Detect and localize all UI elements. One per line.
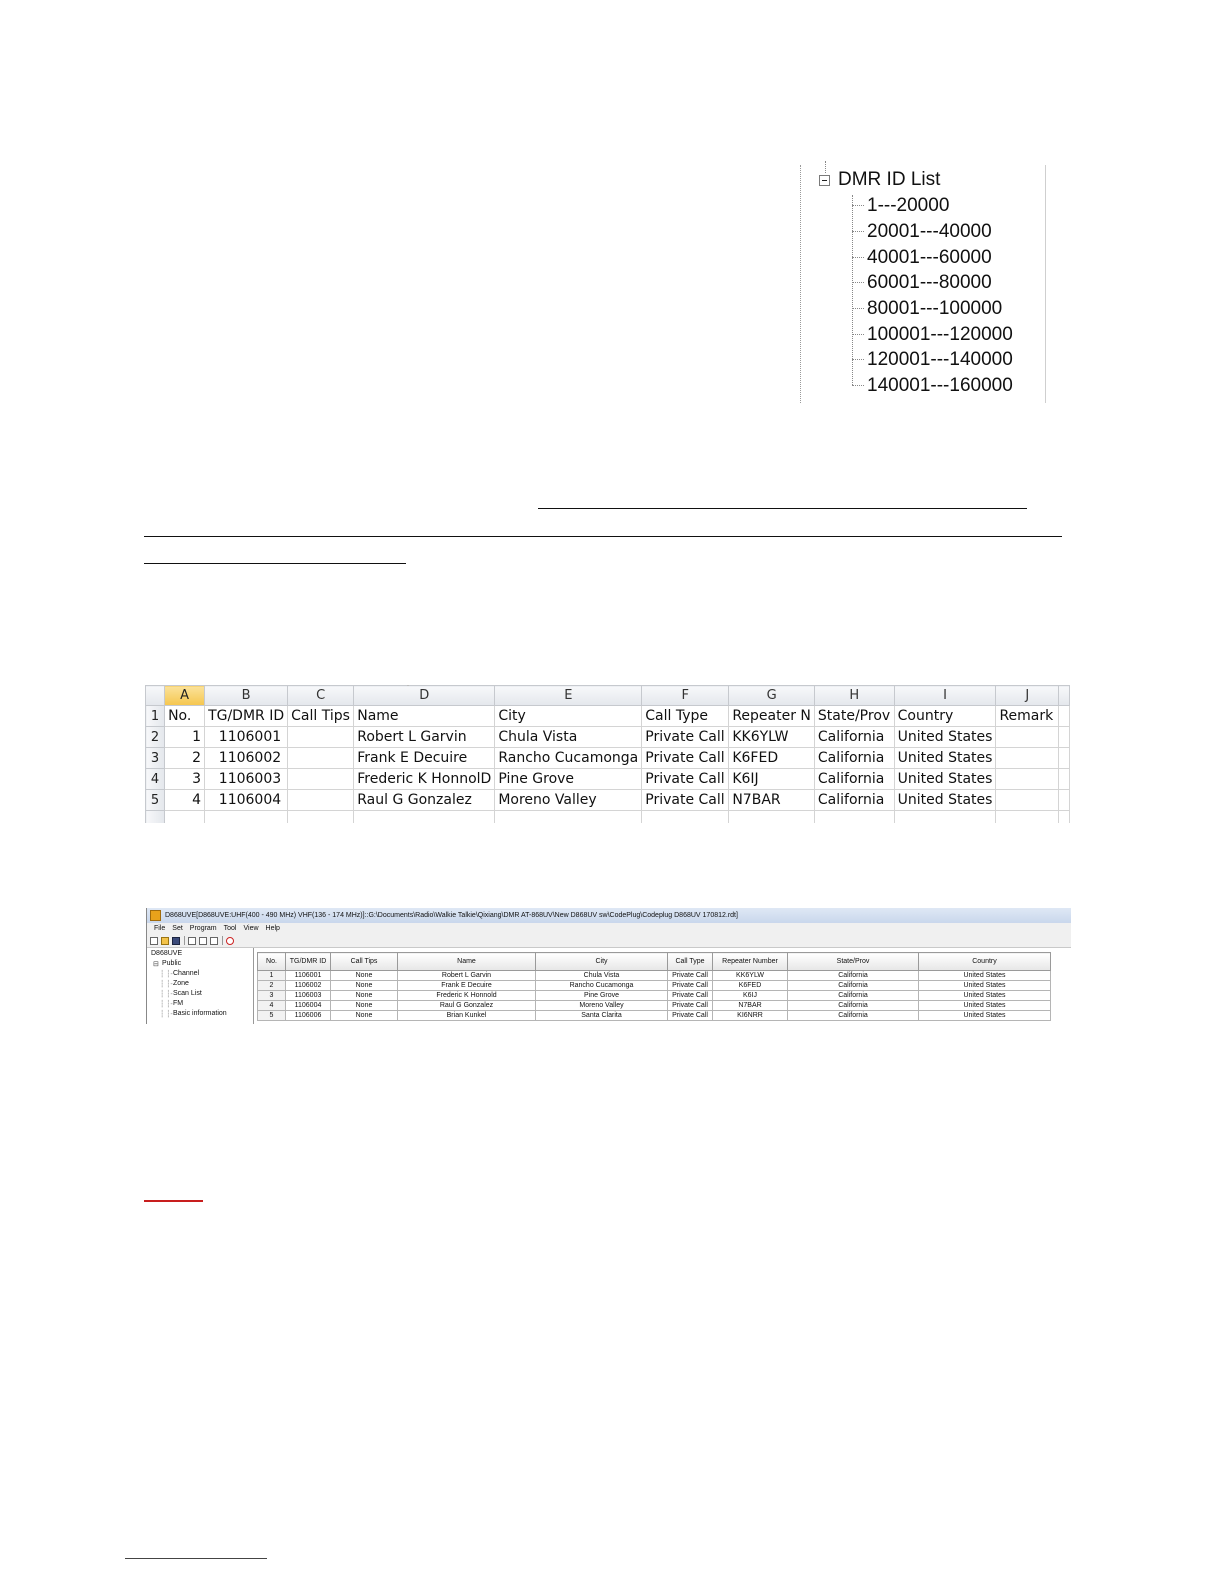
- column-header[interactable]: Call Type: [668, 953, 713, 971]
- cell[interactable]: Private Call: [642, 790, 729, 811]
- tree-node-channel[interactable]: Channel: [173, 970, 200, 977]
- column-header[interactable]: State/Prov: [788, 953, 919, 971]
- cell[interactable]: 1106001: [205, 727, 288, 748]
- menu-program[interactable]: Program: [189, 925, 217, 932]
- cell[interactable]: [288, 790, 354, 811]
- column-header[interactable]: J: [996, 686, 1059, 706]
- menu-help[interactable]: Help: [265, 925, 280, 932]
- column-header-row: [146, 686, 1070, 706]
- cps-grid-pane: [254, 948, 1071, 1024]
- cell[interactable]: K6IJ: [729, 769, 815, 790]
- column-header[interactable]: C: [288, 686, 354, 706]
- red-underline: [144, 1200, 203, 1202]
- column-header[interactable]: City: [536, 953, 668, 971]
- export-icon[interactable]: [210, 937, 218, 945]
- tree-root[interactable]: [819, 169, 940, 191]
- cell[interactable]: [288, 769, 354, 790]
- table-row: [146, 790, 1070, 811]
- spreadsheet-grid: [145, 685, 1070, 823]
- cell[interactable]: United States: [894, 748, 996, 769]
- tree-item[interactable]: 1---20000: [852, 193, 949, 218]
- row-header[interactable]: 4: [146, 769, 165, 790]
- table-header-row: [258, 953, 1051, 971]
- cell[interactable]: United States: [894, 769, 996, 790]
- table-row[interactable]: 5 1106006 None Brian Kunkel Santa Clarita Private Call KI6NRR California United States: [258, 1011, 1051, 1021]
- app-icon: [150, 910, 161, 921]
- cell[interactable]: Robert L Garvin: [354, 727, 495, 748]
- tree-node-scan-list[interactable]: Scan List: [173, 990, 202, 997]
- save-disk-icon[interactable]: [172, 937, 180, 945]
- tree-item[interactable]: 60001---80000: [852, 270, 992, 295]
- column-header[interactable]: B: [205, 686, 288, 706]
- cell[interactable]: State/Prov: [814, 706, 894, 727]
- window-title: D868UVE[D868UVE:UHF(400 - 490 MHz) VHF(136 - 174 MHz)]::G:\Documents\Radio\Walkie Talkie\Qixiang\DMR AT-868UV\New D868UV sw\CodePlug\Codeplug D868UV 170812.rdt]: [165, 912, 738, 919]
- help-icon[interactable]: [226, 937, 234, 945]
- column-header[interactable]: F: [642, 686, 729, 706]
- column-header[interactable]: Country: [919, 953, 1051, 971]
- cps-tree-pane: D868UVE ⊟ Public ┆ ┆- Channel ┆ ┆- Zone ┆ ┆- Scan List ┆ ┆- FM ┆ ┆- Basic information: [147, 948, 254, 1024]
- column-header[interactable]: H: [814, 686, 894, 706]
- cell[interactable]: 1106002: [205, 748, 288, 769]
- table-row: [146, 769, 1070, 790]
- toolbar: [147, 934, 1071, 948]
- menu-file[interactable]: File: [154, 925, 166, 932]
- column-header[interactable]: I: [894, 686, 996, 706]
- cell[interactable]: United States: [894, 727, 996, 748]
- row-header[interactable]: 1: [146, 706, 165, 727]
- tree-node-zone[interactable]: Zone: [173, 980, 189, 987]
- dmr-id-tree: [800, 165, 1046, 403]
- cell[interactable]: Moreno Valley: [495, 790, 642, 811]
- cell[interactable]: 1: [165, 727, 205, 748]
- column-header[interactable]: E: [495, 686, 642, 706]
- cell[interactable]: Private Call: [642, 769, 729, 790]
- new-file-icon[interactable]: [150, 937, 158, 945]
- cell[interactable]: United States: [894, 790, 996, 811]
- cell[interactable]: Repeater N: [729, 706, 815, 727]
- digital-contact-table: [257, 952, 1051, 1021]
- column-header[interactable]: D: [354, 686, 495, 706]
- underline-blank: [144, 536, 1062, 537]
- cell[interactable]: Raul G Gonzalez: [354, 790, 495, 811]
- cell[interactable]: California: [814, 748, 894, 769]
- cell[interactable]: Frank E Decuire: [354, 748, 495, 769]
- table-row[interactable]: 2 1106002 None Frank E Decuire Rancho Cucamonga Private Call K6FED California United States: [258, 981, 1051, 991]
- window-title-bar: [147, 908, 1071, 923]
- cell[interactable]: California: [814, 727, 894, 748]
- tree-node-fm[interactable]: FM: [173, 1000, 184, 1007]
- cell[interactable]: Rancho Cucamonga: [495, 748, 642, 769]
- cell[interactable]: [288, 748, 354, 769]
- cell[interactable]: KK6YLW: [729, 727, 815, 748]
- underline-blank: [538, 508, 1027, 509]
- column-header[interactable]: Call Tips: [331, 953, 398, 971]
- cell[interactable]: [996, 769, 1059, 790]
- cell[interactable]: 3: [165, 769, 205, 790]
- open-folder-icon[interactable]: [161, 937, 169, 945]
- cell[interactable]: No.: [165, 706, 205, 727]
- table-row[interactable]: 4 1106004 None Raul G Gonzalez Moreno Valley Private Call N7BAR California United States: [258, 1001, 1051, 1011]
- cell[interactable]: Call Type: [642, 706, 729, 727]
- cell[interactable]: Chula Vista: [495, 727, 642, 748]
- column-header[interactable]: No.: [258, 953, 286, 971]
- cell[interactable]: Name: [354, 706, 495, 727]
- tree-node-public[interactable]: Public: [162, 960, 182, 967]
- row-header[interactable]: 3: [146, 748, 165, 769]
- cell[interactable]: California: [814, 769, 894, 790]
- table-row[interactable]: 3 1106003 None Frederic K Honnold Pine Grove Private Call K6IJ California United States: [258, 991, 1051, 1001]
- cell[interactable]: [996, 748, 1059, 769]
- table-row: [146, 748, 1070, 769]
- cell[interactable]: 4: [165, 790, 205, 811]
- cps-window: [146, 908, 1071, 1024]
- menu-tool[interactable]: Tool: [223, 925, 237, 932]
- cell[interactable]: California: [814, 790, 894, 811]
- cell[interactable]: [288, 727, 354, 748]
- cell[interactable]: 2: [165, 748, 205, 769]
- tree-item[interactable]: 100001---120000: [852, 322, 1013, 347]
- cell[interactable]: K6FED: [729, 748, 815, 769]
- cell[interactable]: City: [495, 706, 642, 727]
- table-row[interactable]: 1 1106001 None Robert L Garvin Chula Vista Private Call KK6YLW California United States: [258, 971, 1051, 981]
- tree-node-device[interactable]: D868UVE: [151, 950, 183, 957]
- tree-node-basic-information[interactable]: Basic information: [173, 1010, 227, 1017]
- tree-item[interactable]: 140001---160000: [852, 373, 1013, 398]
- menu-set[interactable]: Set: [172, 925, 183, 932]
- column-header[interactable]: Repeater Number: [713, 953, 788, 971]
- column-header[interactable]: Name: [398, 953, 536, 971]
- column-header[interactable]: TG/DMR ID: [286, 953, 331, 971]
- excel-spreadsheet: [145, 685, 1070, 823]
- footnote-separator: [125, 1558, 267, 1559]
- table-row: [146, 706, 1070, 727]
- expand-minus-icon[interactable]: ⊟: [153, 961, 159, 968]
- cell[interactable]: [996, 727, 1059, 748]
- cell[interactable]: 1106004: [205, 790, 288, 811]
- cell[interactable]: Pine Grove: [495, 769, 642, 790]
- select-all-corner[interactable]: [146, 686, 165, 706]
- cell[interactable]: Private Call: [642, 748, 729, 769]
- tree-item[interactable]: 120001---140000: [852, 347, 1013, 372]
- cell[interactable]: TG/DMR ID: [205, 706, 288, 727]
- collapse-minus-icon[interactable]: [819, 175, 830, 186]
- cell[interactable]: 1106003: [205, 769, 288, 790]
- cell[interactable]: Call Tips: [288, 706, 354, 727]
- underline-blank: [144, 563, 406, 564]
- tree-item[interactable]: 20001---40000: [852, 219, 992, 244]
- cell[interactable]: Private Call: [642, 727, 729, 748]
- cell[interactable]: Country: [894, 706, 996, 727]
- row-header[interactable]: 2: [146, 727, 165, 748]
- write-radio-icon[interactable]: [199, 937, 207, 945]
- cell[interactable]: Remark: [996, 706, 1059, 727]
- table-row: [146, 727, 1070, 748]
- tree-root-label: DMR ID List: [838, 169, 941, 190]
- read-radio-icon[interactable]: [188, 937, 196, 945]
- column-header[interactable]: G: [729, 686, 815, 706]
- row-header[interactable]: 5: [146, 790, 165, 811]
- tree-item[interactable]: 80001---100000: [852, 296, 1002, 321]
- cell[interactable]: [996, 790, 1059, 811]
- tree-item[interactable]: 40001---60000: [852, 245, 992, 270]
- menu-bar: [147, 923, 1071, 934]
- column-header[interactable]: A: [165, 686, 205, 706]
- cell[interactable]: N7BAR: [729, 790, 815, 811]
- cell[interactable]: Frederic K HonnolD: [354, 769, 495, 790]
- menu-view[interactable]: View: [243, 925, 259, 932]
